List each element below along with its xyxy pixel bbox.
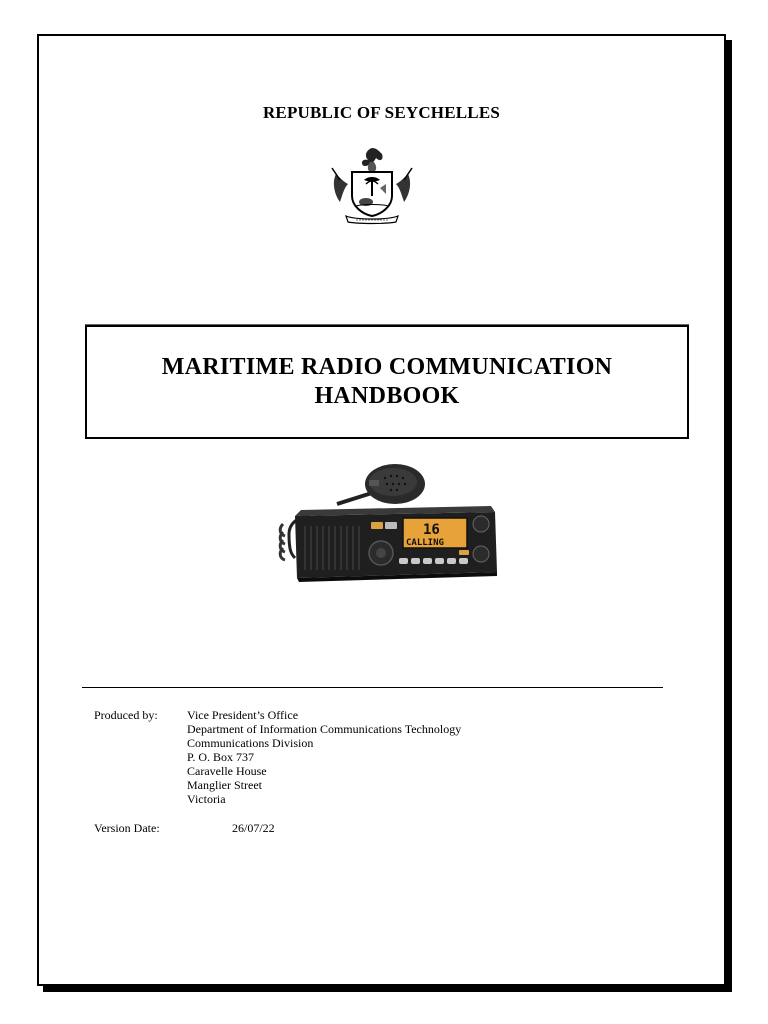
producer-line: Department of Information Communications Technology <box>187 722 462 736</box>
country-heading: REPUBLIC OF SEYCHELLES <box>262 103 501 122</box>
produced-by-lines <box>187 708 461 806</box>
lcd-channel: 16 <box>423 522 440 538</box>
producer-line: P. O. Box 737 <box>187 750 255 764</box>
coat-of-arms-icon <box>326 144 418 226</box>
version-block <box>94 821 275 835</box>
version-date: 26/07/22 <box>232 821 275 835</box>
vhf-radio-image <box>275 454 505 588</box>
produced-by-block <box>94 708 461 806</box>
produced-by-label: Produced by: <box>94 708 158 722</box>
producer-line: Manglier Street <box>187 778 262 792</box>
horizontal-rule <box>82 687 663 688</box>
title-line-2: HANDBOOK <box>314 383 460 409</box>
lcd-status: CALLING <box>406 538 444 548</box>
producer-line: Victoria <box>187 792 226 806</box>
producer-line: Caravelle House <box>187 764 267 778</box>
producer-line: Vice President’s Office <box>187 708 299 722</box>
document-page <box>37 34 726 986</box>
title-box <box>85 325 689 439</box>
title-line-1: MARITIME RADIO COMMUNICATION <box>161 354 613 380</box>
version-label: Version Date: <box>94 821 160 835</box>
producer-line: Communications Division <box>187 736 314 750</box>
